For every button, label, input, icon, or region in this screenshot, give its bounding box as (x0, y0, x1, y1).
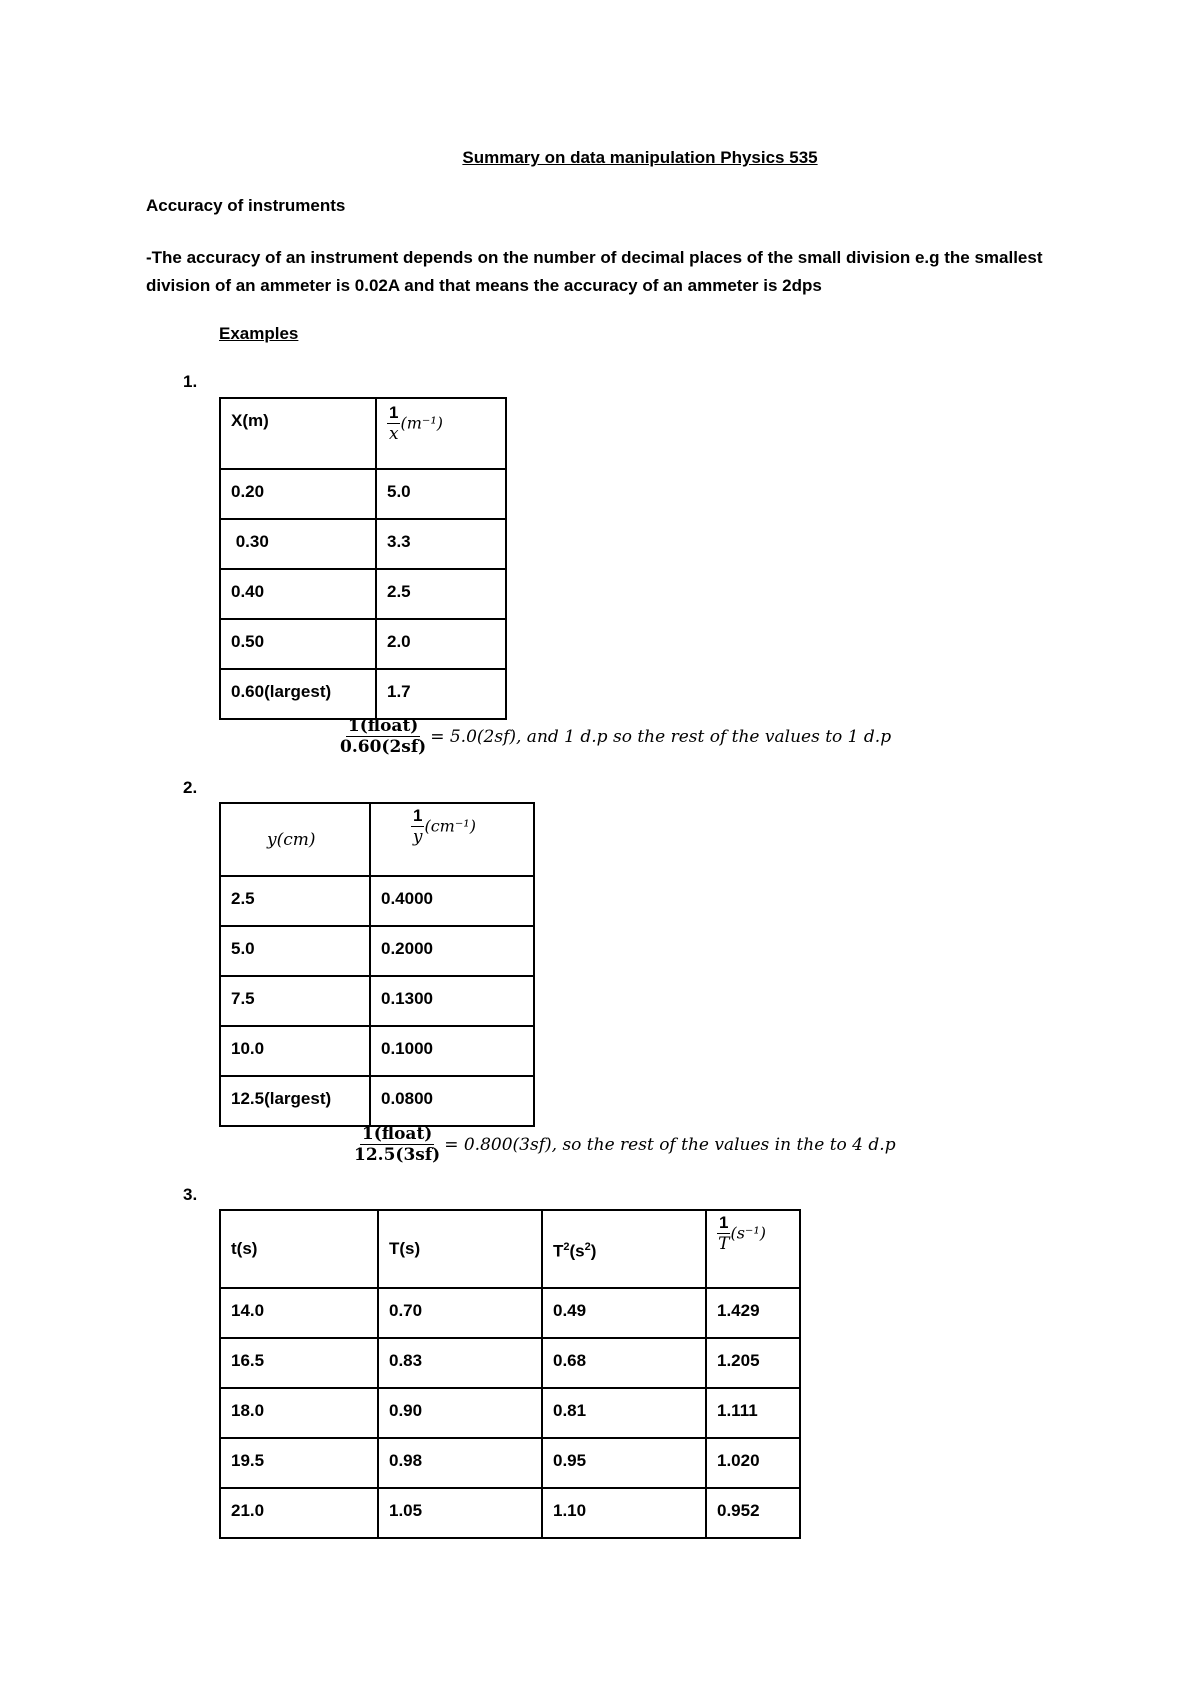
table-row (220, 1488, 800, 1538)
table-cell: 19.5 (220, 1438, 378, 1488)
table-cell: 10.0 (220, 1026, 370, 1076)
example-2-header-reciprocal: $\frac{1}{y}$ (cm⁻¹) (370, 803, 534, 876)
example-2-header-fraction: $\frac{1}{y}$ (412, 806, 423, 847)
example-1-header-fraction: $\frac{1}{x}$ (388, 403, 399, 444)
table-cell: 0.50 (220, 619, 376, 669)
table-row (220, 1288, 800, 1338)
page-title: Summary on data manipulation Physics 535 (462, 148, 818, 167)
table-cell: 1.205 (706, 1338, 800, 1388)
table-cell: 7.5 (220, 976, 370, 1026)
table-cell: 0.20 (220, 469, 376, 519)
table-row (220, 1026, 534, 1076)
table-cell: 1.7 (376, 669, 506, 719)
section-heading: Accuracy of instruments (146, 196, 346, 215)
table-cell: 0.0800 (370, 1076, 534, 1126)
table-cell: 1.429 (706, 1288, 800, 1338)
table-cell: 0.90 (378, 1388, 542, 1438)
example-1-table (219, 397, 507, 720)
examples-label: Examples (219, 324, 299, 343)
example-3-header-period-squared: $T^2(s^2)$ (542, 1210, 706, 1288)
example-3-header-fraction: $\frac{1}{T}$ (718, 1213, 730, 1254)
table-cell: 0.70 (378, 1288, 542, 1338)
table-cell: 1.10 (542, 1488, 706, 1538)
table-cell: 2.5 (376, 569, 506, 619)
table-cell: 1.05 (378, 1488, 542, 1538)
example-2-rows (220, 876, 534, 1126)
table-cell: 0.952 (706, 1488, 800, 1538)
table-row (220, 569, 506, 619)
table-cell: 0.60(largest) (220, 669, 376, 719)
table-cell: 0.95 (542, 1438, 706, 1488)
example-3-header-t: t(s) (220, 1210, 378, 1288)
table-cell: 0.30 (220, 519, 376, 569)
table-row (220, 876, 534, 926)
table-cell: 21.0 (220, 1488, 378, 1538)
table-cell: 2.5 (220, 876, 370, 926)
table-row (220, 1438, 800, 1488)
table-cell: 0.1000 (370, 1026, 534, 1076)
table-cell: 0.49 (542, 1288, 706, 1338)
example-1-rows (220, 469, 506, 719)
table-row (220, 469, 506, 519)
table-row (220, 1338, 800, 1388)
example-2-header-y: y(cm) (220, 803, 370, 876)
table-cell: 18.0 (220, 1388, 378, 1438)
table-cell: 14.0 (220, 1288, 378, 1338)
table-row (220, 926, 534, 976)
example-3-rows (220, 1288, 800, 1538)
table-cell: 1.020 (706, 1438, 800, 1488)
table-cell: 0.2000 (370, 926, 534, 976)
example-3-table (219, 1209, 801, 1539)
example-1-header-x: X(m) (220, 398, 376, 469)
example-3-header-period: T(s) (378, 1210, 542, 1288)
table-cell: 1.111 (706, 1388, 800, 1438)
example-2-formula: $\frac{\text{1(float)}}{12.5(3sf)}$ = 0.800(3sf), so the rest of the values in the to 4 d.p (354, 1124, 896, 1165)
example-1-header-reciprocal: $\frac{1}{x}$ (m⁻¹) (376, 398, 506, 469)
example-1-formula: $\frac{\text{1(float)}}{0.60(2sf)}$ = 5.0(2sf), and 1 d.p so the rest of the values to 1 d.p (340, 716, 892, 757)
example-3-header-reciprocal: $\frac{1}{T}$ (s⁻¹) (706, 1210, 800, 1288)
table-cell: 16.5 (220, 1338, 378, 1388)
accuracy-paragraph: -The accuracy of an instrument depends on the number of decimal places of the small division e.g the smallest division of an ammeter is 0.02A and that means the accuracy of an ammeter is 2dps (146, 248, 1043, 295)
table-cell: 5.0 (376, 469, 506, 519)
table-cell: 2.0 (376, 619, 506, 669)
table-row (220, 619, 506, 669)
table-cell: 12.5(largest) (220, 1076, 370, 1126)
table-cell: 0.1300 (370, 976, 534, 1026)
table-cell: 0.81 (542, 1388, 706, 1438)
table-cell: 3.3 (376, 519, 506, 569)
table-row (220, 519, 506, 569)
table-cell: 0.98 (378, 1438, 542, 1488)
table-row (220, 1388, 800, 1438)
table-cell: 0.83 (378, 1338, 542, 1388)
table-row (220, 669, 506, 719)
example-3-number: 3. (183, 1185, 198, 1204)
table-cell: 5.0 (220, 926, 370, 976)
table-cell: 0.4000 (370, 876, 534, 926)
table-row (220, 1076, 534, 1126)
example-2-table (219, 802, 535, 1127)
table-cell: 0.68 (542, 1338, 706, 1388)
table-row (220, 976, 534, 1026)
example-2-number: 2. (183, 778, 198, 797)
example-1-number: 1. (183, 372, 198, 391)
table-cell: 0.40 (220, 569, 376, 619)
